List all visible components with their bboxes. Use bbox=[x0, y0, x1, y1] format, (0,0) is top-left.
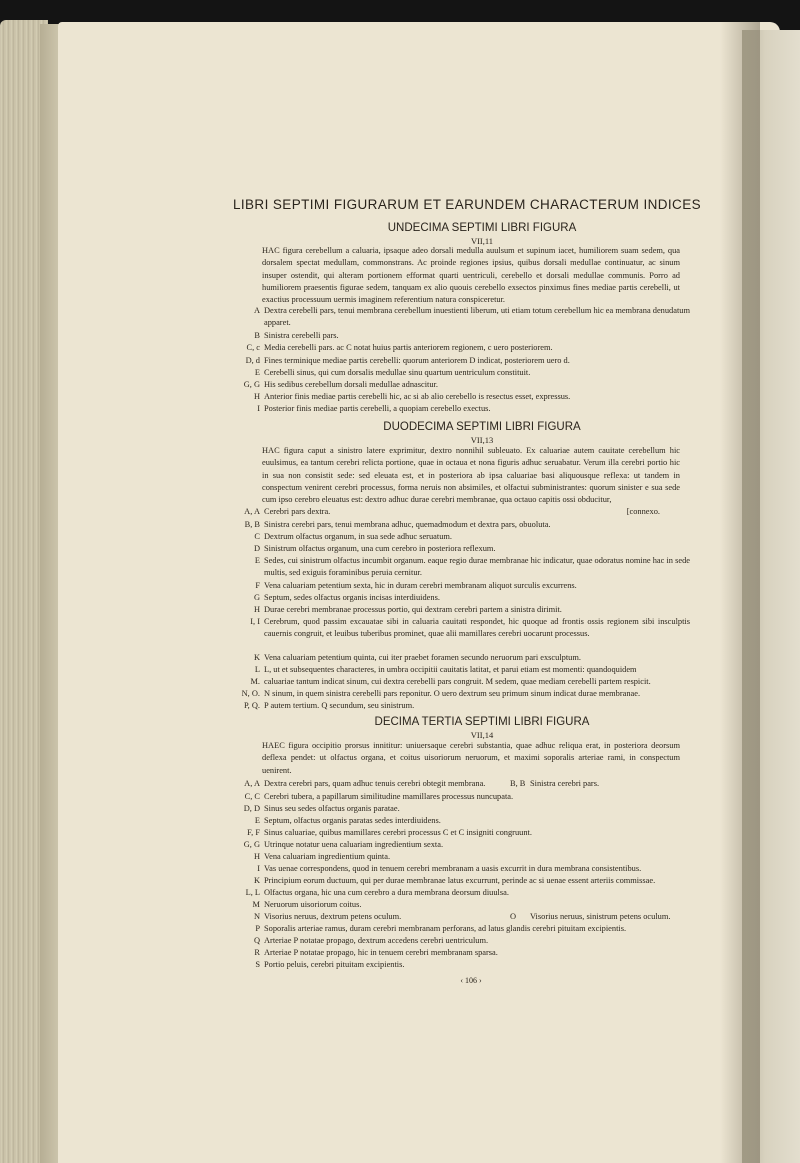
legend-text: Cerebelli sinus, qui cum dorsalis medullae sinu quartum uentriculum constituit. bbox=[264, 368, 531, 377]
legend-text: P autem tertium. Q secundum, seu sinistrum. bbox=[264, 701, 415, 710]
legend-key: C, c bbox=[246, 343, 260, 352]
legend-key: B, B bbox=[510, 779, 526, 788]
legend-text: N sinum, in quem sinistra cerebelli pars reponitur. O uero dextrum seu primum sinum indicat durae membranae. bbox=[264, 689, 641, 698]
legend-text: Visorius neruus, dextrum petens oculum. bbox=[264, 912, 402, 921]
legend-key: C, C bbox=[244, 792, 260, 801]
legend-key: Q bbox=[253, 936, 260, 945]
legend-text: Sinus caluariae, quibus mamillares cerebri processus C et C insigniti congruunt. bbox=[264, 828, 532, 837]
page-number: ‹ 106 › bbox=[460, 976, 482, 985]
legend-key: F, F bbox=[247, 828, 260, 837]
legend-text: Vas uenae correspondens, quod in tenuem cerebri membranam a uasis excurrit in dura membrana consistentibus. bbox=[264, 864, 642, 873]
legend-key: L bbox=[254, 665, 260, 674]
legend-text: Principium eorum ductuum, qui per durae membranae latus excurrunt, perinde ac si uenae essent arteriis commissae. bbox=[264, 876, 656, 885]
legend-text: Media cerebelli pars. ac C notat huius partis anteriorem regionem, c uero posteriorem. bbox=[264, 343, 553, 352]
legend-text: Dextrum olfactus organum, in sua sede adhuc seruatum. bbox=[264, 532, 452, 541]
legend-key: E bbox=[254, 816, 260, 825]
legend-key: H bbox=[253, 605, 260, 614]
legend-text: Visorius neruus, sinistrum petens oculum. bbox=[530, 912, 671, 921]
legend-key: C bbox=[254, 532, 260, 541]
legend-text: Cerebri tubera, a papillarum similitudine mamillares processus nuncupata. bbox=[264, 792, 514, 801]
legend-text: caluariae tantum indicat sinum, cui dextra cerebelli pars congruit. M sedem, quae mediam cerebelli partem respicit. bbox=[264, 677, 651, 686]
legend-key: F bbox=[255, 581, 260, 590]
legend-key: D, D bbox=[243, 804, 260, 813]
legend-key: R bbox=[254, 948, 260, 957]
legend-key: M bbox=[252, 900, 260, 909]
legend-key: H bbox=[253, 392, 260, 401]
legend-key: D bbox=[253, 544, 260, 553]
legend-key: I, I bbox=[250, 617, 260, 626]
legend-text: Soporalis arteriae ramus, duram cerebri membranam perforans, ad latus glandis cerebri pituitam excipientis. bbox=[264, 924, 627, 933]
legend-key: O bbox=[510, 912, 517, 921]
legend-text: Portio peluis, cerebri pituitam excipientis. bbox=[264, 960, 405, 969]
legend-key: D, d bbox=[245, 356, 260, 365]
legend-key: I bbox=[257, 864, 260, 873]
legend-text: Septum, sedes olfactus organis incisas interdiuidens. bbox=[264, 593, 440, 602]
legend-text: Posterior finis mediae partis cerebelli, a quopiam cerebello exectus. bbox=[264, 404, 491, 413]
legend-key: P, Q. bbox=[243, 701, 260, 710]
section-intro: HAEC figura occipitio prorsus innititur: uniuersaque cerebri substantia, quae adhuc reliqua erat, in posteriora deorsum deflexa pendet: ut olfactus organa, et coitus uisoriorum neruorum, et maximi soporalis arteriae rami, in conspectum uenirent. bbox=[262, 741, 680, 775]
legend-key: K bbox=[253, 653, 260, 662]
legend-key: E bbox=[254, 368, 260, 377]
legend-key: I bbox=[257, 404, 260, 413]
legend-key: A bbox=[253, 306, 260, 315]
legend-text: Cerebri pars dextra. bbox=[264, 507, 331, 516]
legend-text: Durae cerebri membranae processus portio, qui dextram cerebri partem a sinistra dirimit. bbox=[264, 605, 562, 614]
section-figure-ref: VII,13 bbox=[470, 435, 494, 445]
legend-text: His sedibus cerebellum dorsali medullae adnascitur. bbox=[264, 380, 438, 389]
legend-text: Vena caluariam petentium quinta, cui iter praebet foramen secundo neruorum pari exsculptum. bbox=[264, 653, 581, 662]
legend-text: Sinistrum olfactus organum, una cum cerebro in posteriora reflexum. bbox=[264, 544, 496, 553]
legend-key: M. bbox=[250, 677, 260, 686]
legend-key: N bbox=[253, 912, 260, 921]
legend-key: G bbox=[253, 593, 260, 602]
section-title: UNDECIMA SEPTIMI LIBRI FIGURA bbox=[387, 222, 577, 234]
legend-text: Utrinque notatur uena caluariam ingredientium sexta. bbox=[264, 840, 444, 849]
section-figure-ref: VII,14 bbox=[470, 730, 494, 740]
legend-text: L, ut et subsequentes characteres, in umbra occipitii cauitatis latitat, et parui etiam est momenti: quandoquidem bbox=[264, 665, 637, 674]
legend-key: L, L bbox=[245, 888, 260, 897]
section-intro: HAC figura cerebellum a caluaria, ipsaque adeo dorsali medulla auulsum et supinum iacet, humiliorem suam sedem, qua dorsalem spectat medullam, commonstrans. Ac proinde regiones ipsius, quibus dorsali medullae continuatur, ac sinum insuper ostendit, qui alteram portionem efformat quarti uentriculi, cerebello et dorsali medullae communis. Porro ad humiliorem praesentis figurae sedem, tanquam ex alio quouis cerebello exsectos pinximus fines mediae partis cerebelli, ut exactius processuum uermis imaginem referentium natura conspiceretur. bbox=[262, 246, 680, 305]
legend-text: Fines terminique mediae partis cerebelli: quorum anteriorem D indicat, posteriorem uero d. bbox=[264, 356, 570, 365]
section-intro: HAC figura caput a sinistro latere exprimitur, dextro nonnihil subleuato. Ex caluariae autem cauitate cerebellum hic euulsimus, ea tantum cerebri relicta portione, quae in octaua et nona figuris adhuc seruabatur. Verum illa cerebri portio hic in sua non consistit sede: sed eleuata est, et in posteriora ab ipsa caluariae basi aliquousque reflexa: ut tandem in conspectum venirent cerebri processus, forma neruis non absimiles, et olfactui subministrantes: quorum sinister e sua sede cum ipso cerebro eleuatus est: dextro adhuc durae cerebri membranae, qua octauo capitis ossi obducitur, bbox=[262, 446, 680, 505]
legend-key: G, G bbox=[243, 380, 260, 389]
legend-text: Dextra cerebri pars, quam adhuc tenuis cerebri obtegit membrana. bbox=[264, 779, 486, 788]
legend-text: Vena caluariam petentium sexta, hic in duram cerebri membranam aliquot surculis excurrens. bbox=[264, 581, 577, 590]
legend-text: Arteriae P notatae propago, dextrum accedens cerebri uentriculum. bbox=[264, 936, 489, 945]
legend-key: S bbox=[255, 960, 260, 969]
legend-text: Dextra cerebelli pars, tenui membrana cerebellum inuestienti liberum, uti etiam totum cerebellum hic ea membrana denudatum apparet. bbox=[264, 306, 690, 328]
legend-text: Sinus seu sedes olfactus organis paratae. bbox=[264, 804, 400, 813]
legend-key: N, O. bbox=[241, 689, 260, 698]
legend-continuation: [connexo. bbox=[626, 507, 660, 516]
legend-text: Olfactus organa, hic una cum cerebro a dura membrana deorsum diuulsa. bbox=[264, 888, 509, 897]
section-title: DECIMA TERTIA SEPTIMI LIBRI FIGURA bbox=[374, 716, 590, 728]
legend-text: Septum, olfactus organis paratas sedes interdiuidens. bbox=[264, 816, 441, 825]
legend-key: A, A bbox=[244, 779, 260, 788]
legend-text: Sinistra cerebri pars, tenui membrana adhuc, quemadmodum et dextra pars, obuoluta. bbox=[264, 520, 551, 529]
legend-text: Vena caluariam ingredientium quinta. bbox=[264, 852, 391, 861]
legend-key: B, B bbox=[244, 520, 260, 529]
legend-text: Anterior finis mediae partis cerebelli hic, ac si ab alio cerebello is resectus esset, expressus. bbox=[264, 392, 571, 401]
legend-key: K bbox=[253, 876, 260, 885]
legend-key: A, A bbox=[244, 507, 260, 516]
legend-key: H bbox=[253, 852, 260, 861]
legend-key: G, G bbox=[243, 840, 260, 849]
legend-key: B bbox=[254, 331, 260, 340]
legend-key: E bbox=[254, 556, 260, 565]
legend-text: Sinistra cerebri pars. bbox=[530, 779, 600, 788]
main-title: LIBRI SEPTIMI FIGURARUM ET EARUNDEM CHARACTERUM INDICES bbox=[232, 197, 702, 212]
legend-text: Cerebrum, quod passim excauatae sibi in caluaria cauitati respondet, hic quoque ad frontis ossis regionem sibi insculptis cauernis congruit, et leuibus tuberibus prominet, quae alii mamillares cerebri uocarunt processus. bbox=[264, 617, 690, 639]
section-figure-ref: VII,11 bbox=[470, 236, 494, 246]
legend-text: Sedes, cui sinistrum olfactus incumbit organum. eaque regio durae membranae hic indicatur, quae odoratus nomine hac in sede multis, sed exiguis foraminibus peruia cernitur. bbox=[264, 556, 690, 578]
legend-key: P bbox=[255, 924, 260, 933]
legend-text: Sinistra cerebelli pars. bbox=[264, 331, 339, 340]
legend-text: Neruorum uisoriorum coitus. bbox=[264, 900, 362, 909]
section-title: DUODECIMA SEPTIMI LIBRI FIGURA bbox=[383, 421, 581, 433]
legend-text: Arteriae P notatae propago, hic in tenuem cerebri membranam sparsa. bbox=[264, 948, 498, 957]
